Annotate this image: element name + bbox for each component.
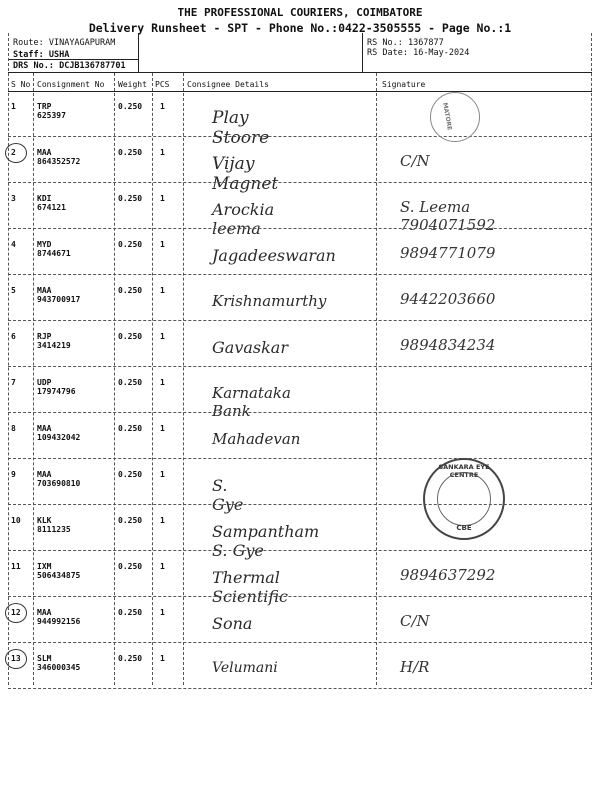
- row-consignment-no: KLK 8111235: [37, 516, 71, 534]
- row-consignment-no: MAA 703690810: [37, 470, 81, 488]
- row-sno: 10: [11, 516, 21, 525]
- row-consignee: Karnataka Bank: [212, 384, 291, 420]
- row-pcs: 1: [160, 424, 165, 433]
- row-consignee: Arockia leema: [212, 200, 275, 238]
- row-consignment-no: RJP 3414219: [37, 332, 71, 350]
- row-consignment-no: MAA 109432042: [37, 424, 81, 442]
- row-sno: 4: [11, 240, 16, 249]
- row-pcs: 1: [160, 378, 165, 387]
- row-consignee: Velumani: [212, 660, 278, 676]
- row-sno: 5: [11, 286, 16, 295]
- row-consignee: Play Stoore: [212, 108, 270, 148]
- row-pcs: 1: [160, 608, 165, 617]
- row-consignee: Sampantham S. Gye: [212, 522, 320, 560]
- meta-divider-right: [362, 33, 363, 72]
- row-sno: 6: [11, 332, 16, 341]
- row-weight: 0.250: [118, 240, 143, 249]
- rs-date-label: RS Date:: [367, 48, 408, 58]
- row-sno: 7: [11, 378, 16, 387]
- row-consignment-no: MAA 944992156: [37, 608, 81, 626]
- row-pcs: 1: [160, 332, 165, 341]
- row-pcs: 1: [160, 102, 165, 111]
- row-consignee: Vijay Magnet: [212, 154, 279, 194]
- col-header-pcs: PCS: [155, 80, 170, 89]
- drs-rule: [8, 59, 138, 60]
- row-separator: [8, 274, 592, 275]
- drs-value: DCJB136787701: [59, 61, 126, 71]
- row-separator: [8, 550, 592, 551]
- row-sno: 1: [11, 102, 16, 111]
- col-header-weight: Weight: [118, 80, 147, 89]
- rs-date-line: [367, 48, 469, 58]
- row-consignment-no: IXM 506434875: [37, 562, 81, 580]
- staff-label: Staff:: [13, 50, 44, 60]
- company-title: THE PROFESSIONAL COURIERS, COIMBATORE: [177, 6, 423, 19]
- row-sno: 13: [11, 654, 21, 663]
- drs-label: DRS No.:: [13, 61, 54, 71]
- row-signature: 9442203660: [400, 290, 496, 308]
- row-consignee: Krishnamurthy: [212, 292, 327, 310]
- row-consignment-no: KDI 674121: [37, 194, 66, 212]
- row-consignment-no: UDP 17974796: [37, 378, 76, 396]
- row-consignment-no: TRP 625397: [37, 102, 66, 120]
- sankara-eye-centre-stamp: [423, 458, 505, 540]
- table-border-right: [591, 33, 592, 685]
- row-sno: 11: [11, 562, 21, 571]
- row-pcs: 1: [160, 286, 165, 295]
- col-header-consignee: Consignee Details: [187, 80, 269, 89]
- row-signature: C/N: [400, 152, 430, 170]
- route-line: [13, 38, 115, 48]
- row-consignment-no: MAA 864352572: [37, 148, 81, 166]
- route-label: Route:: [13, 38, 44, 48]
- row-signature: 9894771079: [400, 244, 496, 262]
- row-separator: [8, 228, 592, 229]
- row-weight: 0.250: [118, 424, 143, 433]
- stamp-text-top: SANKARA EYE CENTRE: [438, 463, 490, 479]
- row-weight: 0.250: [118, 286, 143, 295]
- row-sno: 8: [11, 424, 16, 433]
- header-rule: [8, 72, 592, 73]
- row-sno: 2: [11, 148, 16, 157]
- row-signature: H/R: [400, 658, 430, 676]
- row-consignee: Mahadevan: [212, 430, 301, 448]
- table-header-rule: [8, 91, 592, 92]
- col-header-signature: Signature: [382, 80, 426, 89]
- staff-value: USHA: [48, 50, 70, 60]
- row-weight: 0.250: [118, 148, 143, 157]
- stamp-inner-ring: [437, 472, 491, 526]
- table-border-left: [8, 33, 9, 685]
- rs-no-value: 1367877: [407, 38, 444, 48]
- row-signature: 9894834234: [400, 336, 496, 354]
- drs-line: [13, 61, 126, 71]
- row-separator: [8, 688, 592, 689]
- row-sno: 3: [11, 194, 16, 203]
- row-weight: 0.250: [118, 562, 143, 571]
- sno-circle-mark: [5, 143, 27, 163]
- row-weight: 0.250: [118, 102, 143, 111]
- row-separator: [8, 320, 592, 321]
- row-consignment-no: MYD 8744671: [37, 240, 71, 258]
- rs-date-value: 16-May-2024: [413, 48, 470, 58]
- row-pcs: 1: [160, 240, 165, 249]
- row-consignee: S. Gye: [212, 476, 244, 514]
- col-header-consignment: Consignment No: [37, 80, 105, 89]
- row-separator: [8, 182, 592, 183]
- row-pcs: 1: [160, 470, 165, 479]
- row-pcs: 1: [160, 516, 165, 525]
- col-header-sno: S No: [11, 80, 31, 89]
- row-separator: [8, 136, 592, 137]
- row-separator: [8, 366, 592, 367]
- sno-circle-mark: [5, 649, 27, 669]
- row-consignee: Sona: [212, 614, 253, 633]
- row-weight: 0.250: [118, 332, 143, 341]
- col-divider: [33, 73, 34, 685]
- route-value: VINAYAGAPURAM: [48, 38, 116, 48]
- stamp-text-bottom: CBE: [456, 524, 472, 532]
- row-separator: [8, 596, 592, 597]
- row-weight: 0.250: [118, 516, 143, 525]
- row-consignee: Gavaskar: [212, 338, 288, 357]
- row-signature: S. Leema 7904071592: [400, 198, 496, 234]
- col-divider: [376, 73, 377, 685]
- row-separator: [8, 412, 592, 413]
- row-signature: 9894637292: [400, 566, 496, 584]
- col-divider: [114, 73, 115, 685]
- col-divider: [183, 73, 184, 685]
- row-pcs: 1: [160, 148, 165, 157]
- row-signature: C/N: [400, 612, 430, 630]
- row-consignee: Jagadeeswaran: [212, 246, 336, 265]
- partial-stamp: [430, 92, 480, 142]
- row-weight: 0.250: [118, 654, 143, 663]
- meta-divider-left: [138, 33, 139, 72]
- runsheet-subtitle: Delivery Runsheet - SPT - Phone No.:0422-3505555 - Page No.:1: [88, 21, 512, 35]
- row-sno: 9: [11, 470, 16, 479]
- row-pcs: 1: [160, 562, 165, 571]
- rs-no-label: RS No.:: [367, 38, 403, 48]
- row-separator: [8, 458, 592, 459]
- row-separator: [8, 642, 592, 643]
- rs-no-line: [367, 38, 444, 48]
- row-consignment-no: SLM 346000345: [37, 654, 81, 672]
- row-sno: 12: [11, 608, 21, 617]
- row-weight: 0.250: [118, 378, 143, 387]
- row-consignment-no: MAA 943700917: [37, 286, 81, 304]
- sno-circle-mark: [5, 603, 27, 623]
- row-weight: 0.250: [118, 608, 143, 617]
- row-weight: 0.250: [118, 194, 143, 203]
- partial-stamp-text: MATORE: [441, 102, 453, 131]
- row-pcs: 1: [160, 194, 165, 203]
- row-pcs: 1: [160, 654, 165, 663]
- row-weight: 0.250: [118, 470, 143, 479]
- row-consignee: Thermal Scientific: [212, 568, 288, 606]
- col-divider: [152, 73, 153, 685]
